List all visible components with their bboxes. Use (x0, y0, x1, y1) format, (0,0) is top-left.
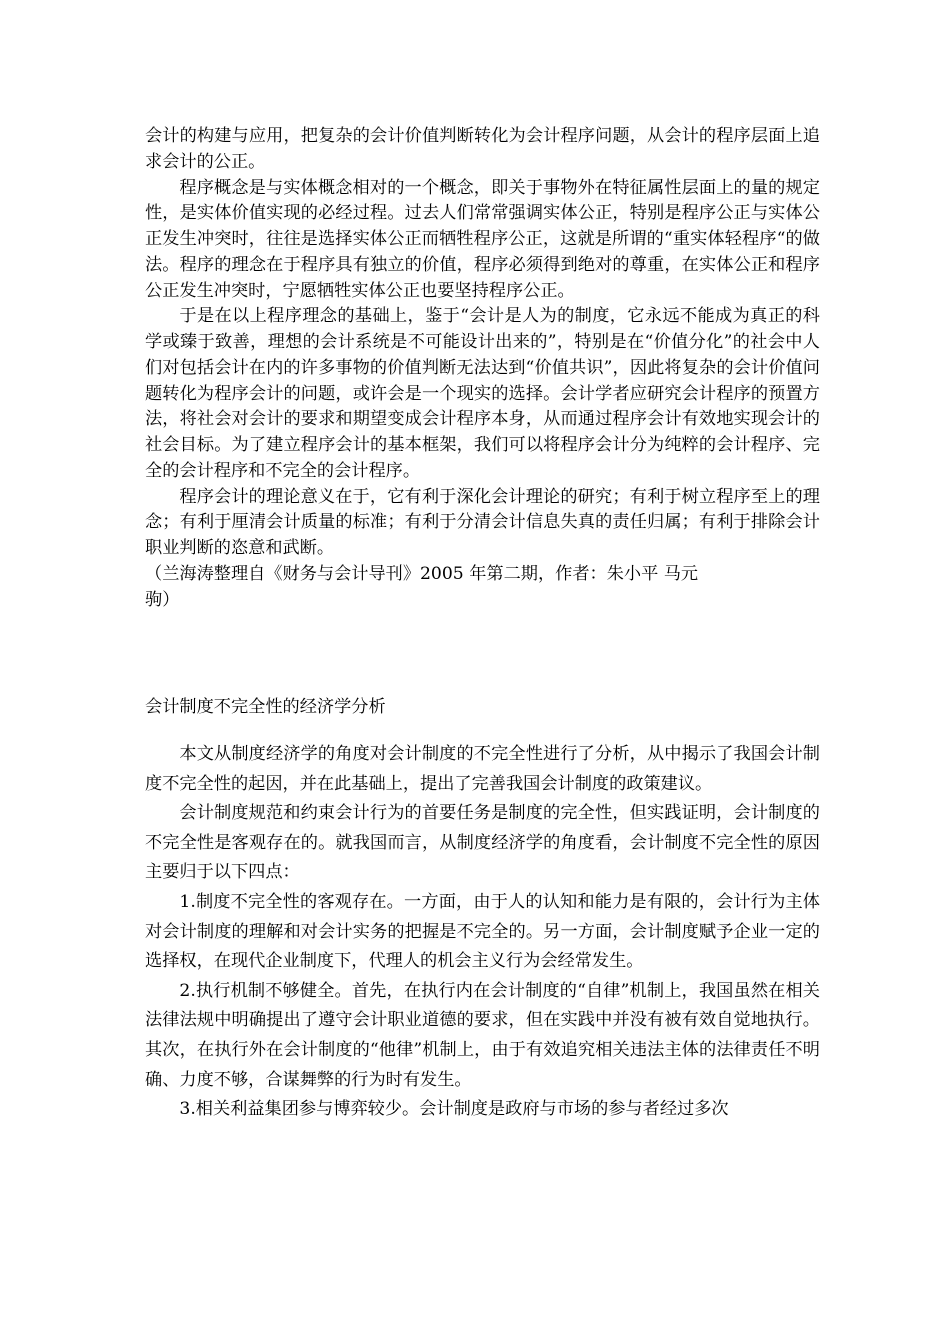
article-title: 会计制度不完全性的经济学分析 (145, 697, 386, 717)
paragraph: 2.执行机制不够健全。首先，在执行内在会计制度的“自律”机制上，我国虽然在相关法律法规中明确提出了遵守会计职业道德的要求，但在实践中并没有被有效自觉地执行。其次，在执行外在会计制度的“他律”机制上，由于有效追究相关违法主体的法律责任不明确、力度不够，合谋舞弊的行为时有发生。 (145, 980, 820, 1090)
paragraph: 会计的构建与应用，把复杂的会计价值判断转化为会计程序问题，从会计的程序层面上追求会计的公正。 (145, 126, 820, 172)
paragraph: 程序会计的理论意义在于，它有利于深化会计理论的研究；有利于树立程序至上的理念；有利于厘清会计质量的标准；有利于分清会计信息失真的责任归属；有利于排除会计职业判断的恣意和武断。 (145, 486, 820, 558)
citation-line: （兰海涛整理自《财务与会计导刊》2005 年第二期，作者：朱小平 马元 (145, 563, 699, 584)
paragraph: 于是在以上程序理念的基础上，鉴于“会计是人为的制度，它永远不能成为真正的科学或臻于致善，理想的会计系统是不可能设计出来的”，特别是在“价值分化”的社会中人们对包括会计在内的许多事物的价值判断无法达到“价值共识”，因此将复杂的会计价值问题转化为程序会计的问题，或许会是一个现实的选择。会计学者应研究会计程序的预置方法，将社会对会计的要求和期望变成会计程序本身，从而通过程序会计有效地实现会计的社会目标。为了建立程序会计的基本框架，我们可以将程序会计分为纯粹的会计程序、完全的会计程序和不完全的会计程序。 (145, 306, 820, 481)
paragraph: 本文从制度经济学的角度对会计制度的不完全性进行了分析，从中揭示了我国会计制度不完全性的起因，并在此基础上，提出了完善我国会计制度的政策建议。 (145, 744, 820, 794)
document-content (145, 124, 820, 1120)
article-body (145, 740, 820, 1125)
paragraph: 1.制度不完全性的客观存在。一方面，由于人的认知和能力是有限的，会计行为主体对会计制度的理解和对会计实务的把握是不完全的。另一方面，会计制度赋予企业一定的选择权，在现代企业制度下，代理人的机会主义行为会经常发生。 (145, 891, 820, 972)
paragraph: 会计制度规范和约束会计行为的首要任务是制度的完全性，但实践证明，会计制度的不完全性是客观存在的。就我国而言，从制度经济学的角度看，会计制度不完全性的原因主要归于以下四点： (145, 803, 820, 883)
paragraph: 3.相关利益集团参与博弈较少。会计制度是政府与市场的参与者经过多次 (179, 1099, 729, 1120)
article-continuation (145, 124, 820, 613)
citation-line: 驹） (145, 589, 180, 610)
citation (145, 562, 820, 614)
paragraph: 程序概念是与实体概念相对的一个概念，即关于事物外在特征属性层面上的量的规定性，是实体价值实现的必经过程。过去人们常常强调实体公正，特别是程序公正与实体公正发生冲突时，往往是选择实体公正而牺牲程序公正，这就是所谓的“重实体轻程序“的做法。程序的理念在于程序具有独立的价值，程序必须得到绝对的尊重，在实体公正和程序公正发生冲突时，宁愿牺牲实体公正也要坚持程序公正。 (145, 177, 820, 301)
